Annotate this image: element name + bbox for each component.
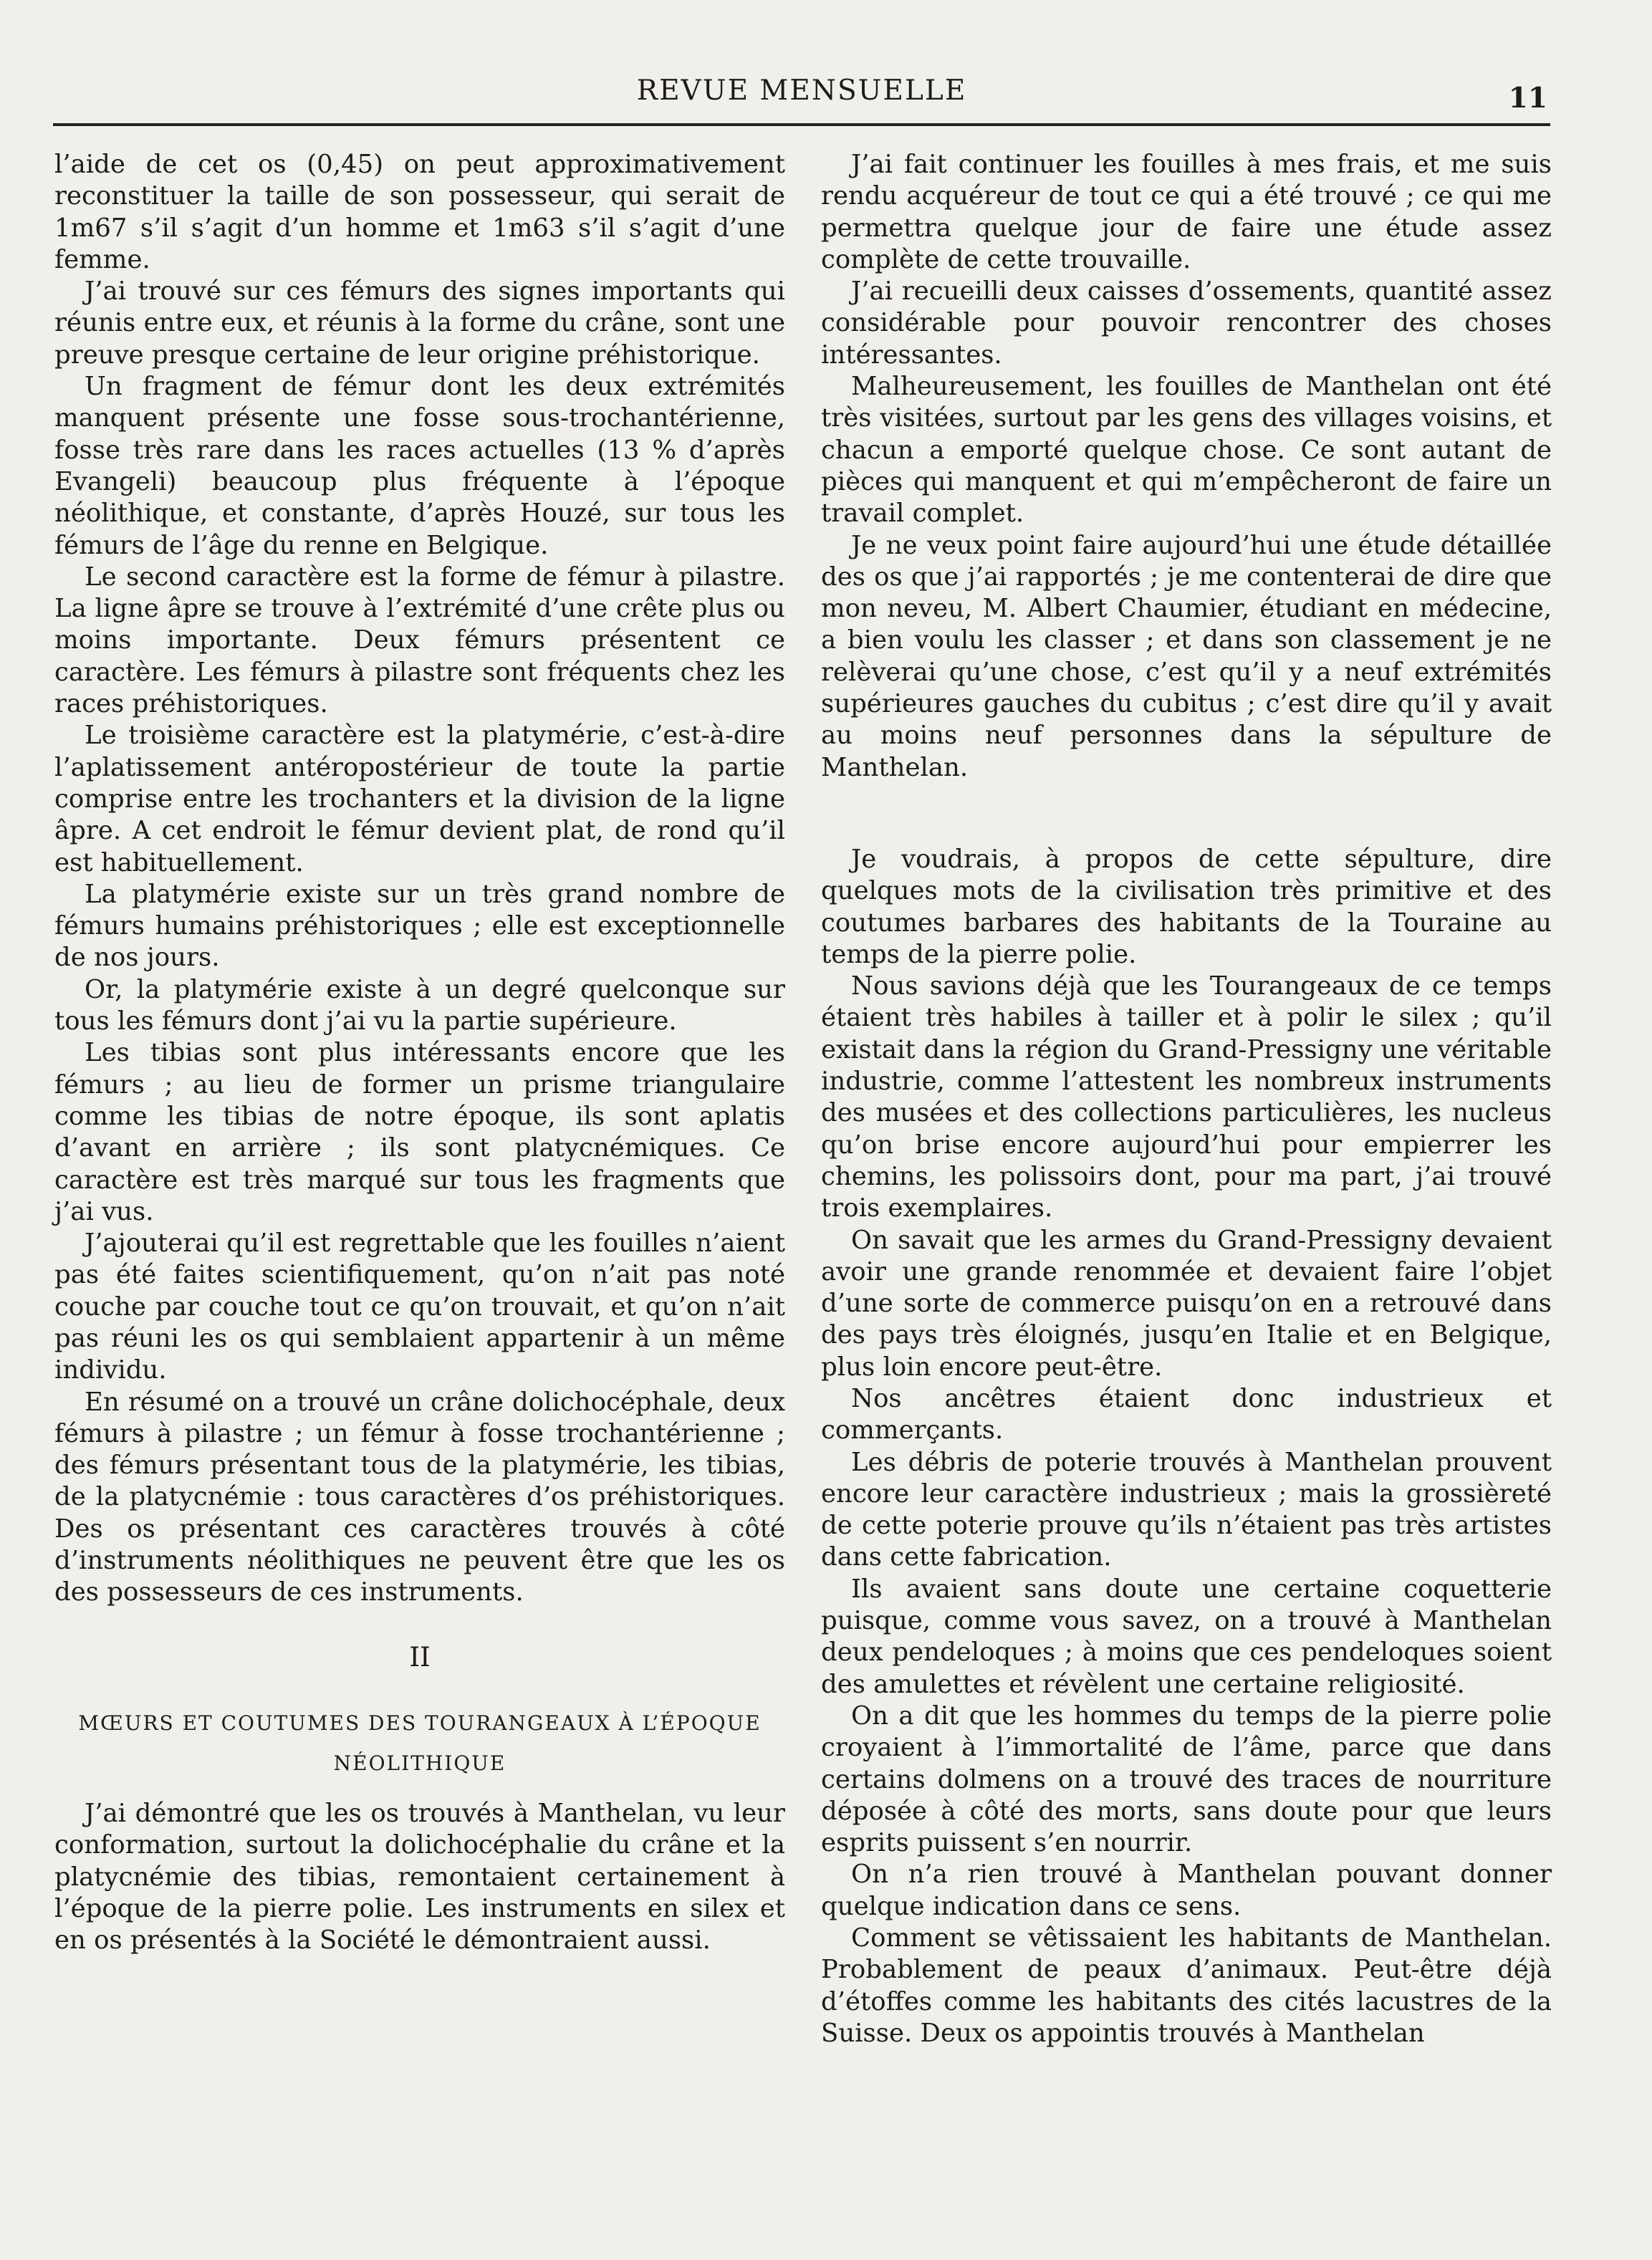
paragraph: Je ne veux point faire aujourd’hui une étude détaillée des os que j’ai rapportés ; je me contenterai de dire que mon neveu, M. Albert Chaumier, étudiant en médecine, a bien voulu les classer ; et dans son classement je ne relèverai qu’une chose, c’est qu’il y a neuf extrémités supérieures gauches du cubitus ; c’est dire qu’il y avait au moins neuf personnes dans la sépulture de Manthelan.: [821, 530, 1552, 782]
paragraph: Malheureusement, les fouilles de Manthelan ont été très visitées, surtout par les gens des villages voisins, et chacun a emporté quelque chose. Ce sont autant de pièces qui manquent et qui m’empêcheront de faire un travail complet.: [821, 372, 1552, 529]
page-number: 11: [1508, 82, 1547, 115]
right-column: [821, 149, 1552, 2049]
paragraph: En résumé on a trouvé un crâne dolichocéphale, deux fémurs à pilastre ; un fémur à fosse trochantérienne ; des fémurs présentant tous de la platymérie, les tibias, de la platycnémie : tous caractères d’os préhistoriques. Des os présentant ces caractères trouvés à côté d’instruments néolithiques ne peuvent être que les os des possesseurs de ces instruments.: [54, 1387, 785, 1607]
header-rule: [53, 123, 1550, 126]
paragraph: Nos ancêtres étaient donc industrieux et commerçants.: [821, 1383, 1552, 1446]
left-column: [54, 149, 785, 1956]
page-header: [53, 72, 1550, 136]
paragraph: Le second caractère est la forme de fémur à pilastre. La ligne âpre se trouve à l’extrémité d’une crête plus ou moins importante. Deux fémurs présentent ce caractère. Les fémurs à pilastre sont fréquents chez les races préhistoriques.: [54, 562, 785, 719]
paragraph: J’ai démontré que les os trouvés à Manthelan, vu leur conformation, surtout la dolichocéphalie du crâne et la platycnémie des tibias, remontaient certainement à l’époque de la pierre polie. Les instruments en silex et en os présentés à la Société le démontraient aussi.: [54, 1798, 785, 1956]
paragraph: Comment se vêtissaient les habitants de Manthelan. Probablement de peaux d’animaux. Peut-être déjà d’étoffes comme les habitants des cités lacustres de la Suisse. Deux os appointis trouvés à Manthelan: [821, 1923, 1552, 2048]
running-title: REVUE MENSUELLE: [636, 74, 967, 107]
paragraph: J’ai recueilli deux caisses d’ossements, quantité assez considérable pour pouvoir rencontrer des choses intéressantes.: [821, 277, 1552, 370]
paragraph: l’aide de cet os (0,45) on peut approximativement reconstituer la taille de son possesseur, qui serait de 1m67 s’il s’agit d’un homme et 1m63 s’il s’agit d’une femme.: [54, 150, 785, 274]
paragraph: Le troisième caractère est la platymérie, c’est-à-dire l’aplatissement antéropostérieur de toute la partie comprise entre les trochanters et la division de la ligne âpre. A cet endroit le fémur devient plat, de rond qu’il est habituellement.: [54, 721, 785, 877]
paragraph: On a dit que les hommes du temps de la pierre polie croyaient à l’immortalité de l’âme, parce que dans certains dolmens on a trouvé des traces de nourriture déposée à côté des morts, sans doute pour que leurs esprits puissent s’en nourrir.: [821, 1701, 1552, 1858]
paragraph: La platymérie existe sur un très grand nombre de fémurs humains préhistoriques ; elle est exceptionnelle de nos jours.: [54, 879, 785, 973]
paragraph: On n’a rien trouvé à Manthelan pouvant donner quelque indication dans ce sens.: [821, 1860, 1552, 1921]
paragraph: Les tibias sont plus intéressants encore que les fémurs ; au lieu de former un prisme triangulaire comme les tibias de notre époque, ils sont aplatis d’avant en arrière ; ils sont platycnémiques. Ce caractère est très marqué sur tous les fragments que j’ai vus.: [54, 1038, 785, 1226]
paragraph: Or, la platymérie existe à un degré quelconque sur tous les fémurs dont j’ai vu la partie supérieure.: [54, 974, 785, 1037]
paragraph: Nous savions déjà que les Tourangeaux de ce temps étaient très habiles à tailler et à polir le silex ; qu’il existait dans la région du Grand-Pressigny une véritable industrie, comme l’attestent les nombreux instruments des musées et des collections particulières, les nucleus qu’on brise encore aujourd’hui pour empierrer les chemins, les polissoirs dont, pour ma part, j’ai trouvé trois exemplaires.: [821, 971, 1552, 1223]
section-title: MŒURS ET COUTUMES DES TOURANGEAUX À L’ÉPOQUE NÉOLITHIQUE: [78, 1711, 762, 1775]
section-gap: [821, 784, 1552, 844]
paragraph: On savait que les armes du Grand-Pressigny devaient avoir une grande renommée et devaient faire l’objet d’une sorte de commerce puisqu’on en a retrouvé dans des pays très éloignés, jusqu’en Italie et en Belgique, plus loin encore peut-être.: [821, 1225, 1552, 1382]
paragraph: Je voudrais, à propos de cette sépulture, dire quelques mots de la civilisation très primitive et des coutumes barbares des habitants de la Touraine au temps de la pierre polie.: [821, 844, 1552, 969]
paragraph: Un fragment de fémur dont les deux extrémités manquent présente une fosse sous-trochantérienne, fosse très rare dans les races actuelles (13 % d’après Evangeli) beaucoup plus fréquente à l’époque néolithique, et constante, d’après Houzé, sur tous les fémurs de l’âge du renne en Belgique.: [54, 372, 785, 560]
paragraph: J’ai trouvé sur ces fémurs des signes importants qui réunis entre eux, et réunis à la forme du crâne, sont une preuve presque certaine de leur origine préhistorique.: [54, 277, 785, 370]
paragraph: Ils avaient sans doute une certaine coquetterie puisque, comme vous savez, on a trouvé à Manthelan deux pendeloques ; à moins que ces pendeloques soient des amulettes et révèlent une certaine religiosité.: [821, 1574, 1552, 1699]
paragraph: J’ajouterai qu’il est regrettable que les fouilles n’aient pas été faites scientifiquement, qu’on n’ait pas noté couche par couche tout ce qu’on trouvait, et qu’on n’ait pas réuni les os qui semblaient appartenir à un même individu.: [54, 1228, 785, 1385]
section-number: II: [409, 1641, 431, 1673]
paragraph: Les débris de poterie trouvés à Manthelan prouvent encore leur caractère industrieux ; mais la grossièreté de cette poterie prouve qu’ils n’étaient pas très artistes dans cette fabrication.: [821, 1447, 1552, 1572]
paragraph: J’ai fait continuer les fouilles à mes frais, et me suis rendu acquéreur de tout ce qui a été trouvé ; ce qui me permettra quelque jour de faire une étude assez complète de cette trouvaille.: [821, 150, 1552, 274]
